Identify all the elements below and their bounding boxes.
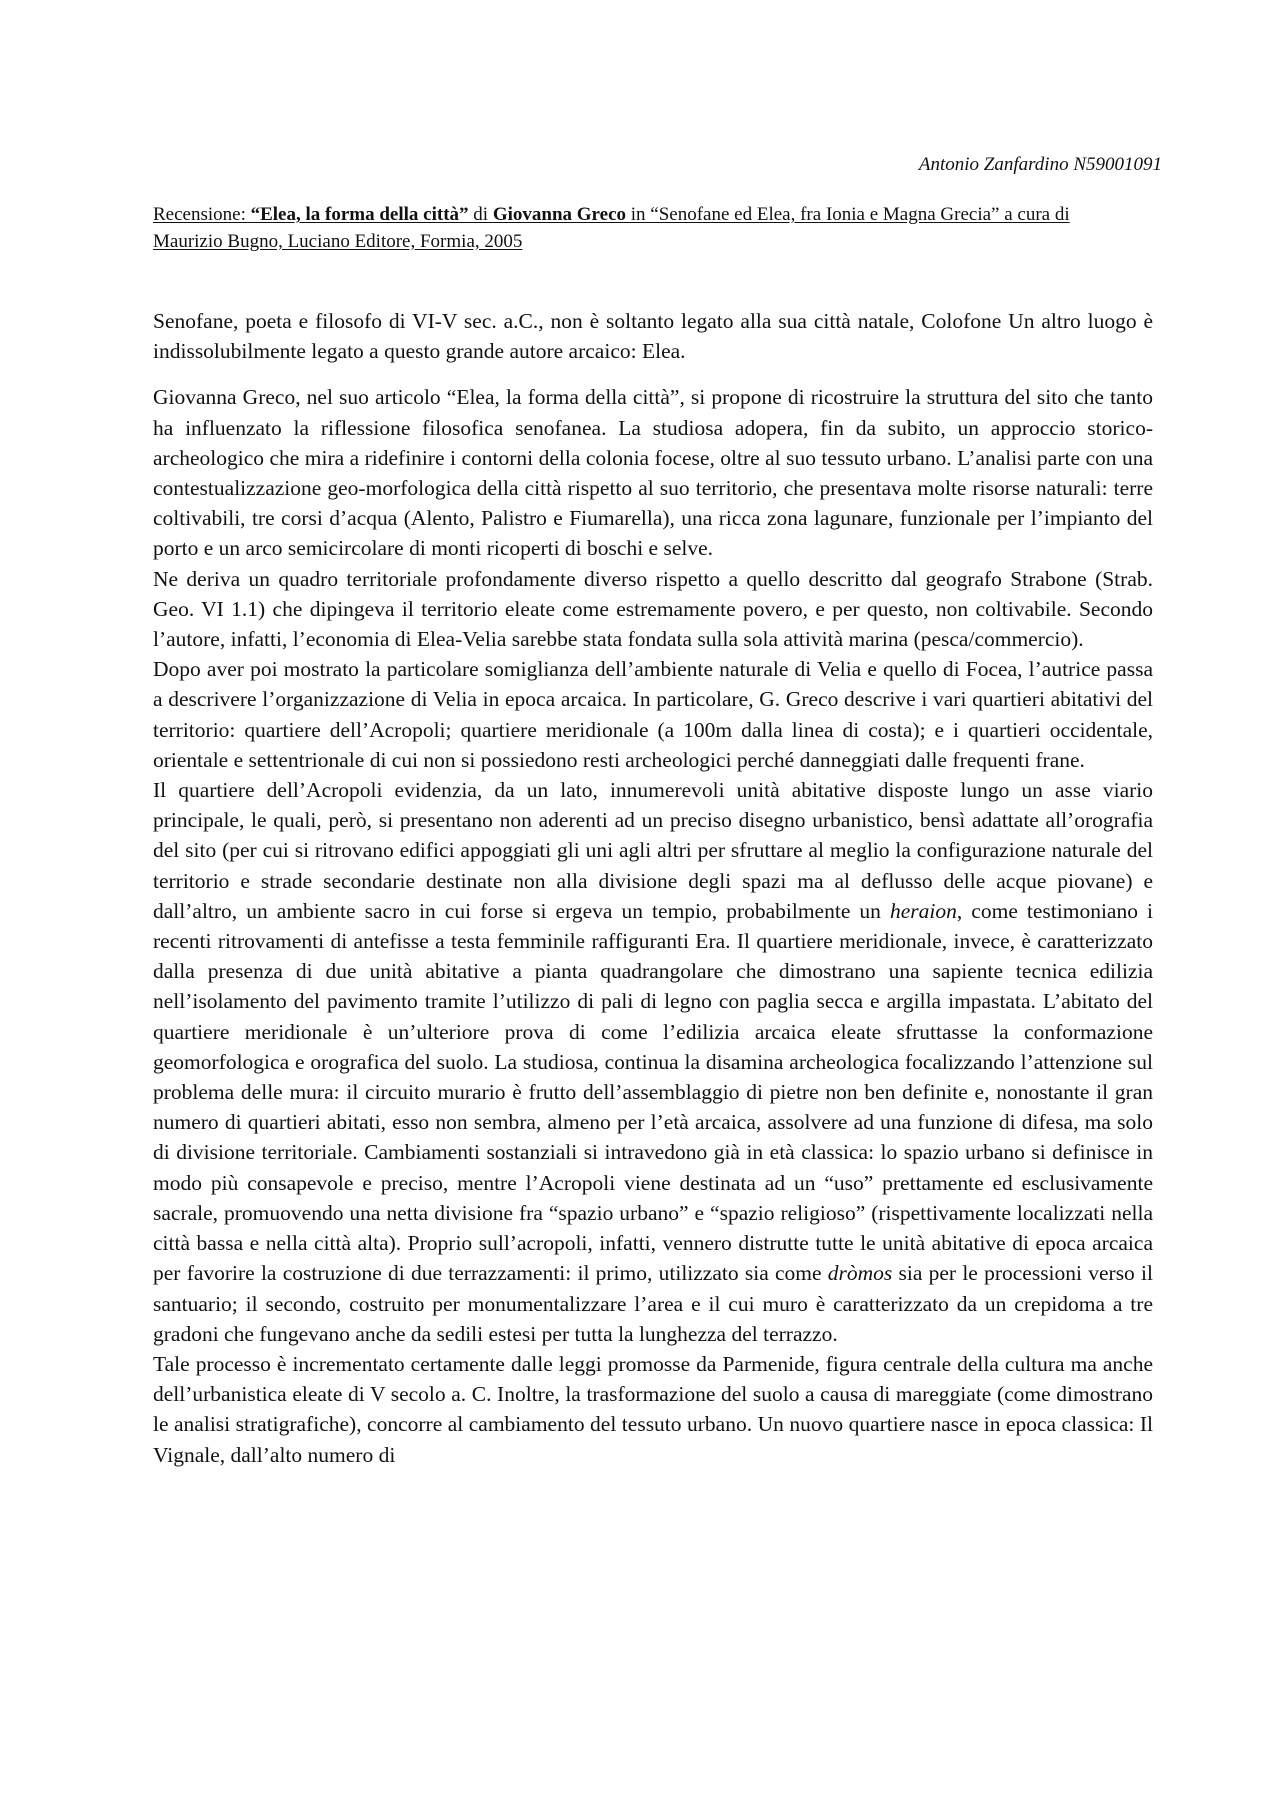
intro-paragraph: Senofane, poeta e filosofo di VI-V sec. a.C., non è soltanto legato alla sua città natale, Colofone Un altro luogo è indissolubilmente legato a questo grande autore arcaico: Elea. (153, 309, 1153, 364)
header-rest: in “Senofane ed Elea, fra Ionia e Magna Grecia” a cura di Maurizio Bugno, Luciano Editore, Formia, 2005 (153, 204, 1070, 252)
paragraph-4-part-a: Il quartiere dell’Acropoli evidenzia, da un lato, innumerevoli unità abitative disposte lungo un asse viario principale, le quali, però, si presentano non aderenti ad un preciso disegno urbanistico, bensì adattate all’orografia del sito (per cui si ritrovano edifici appoggiati gli uni agli altri per sfruttare al meglio la configurazione naturale del territorio e strade secondarie destinate non alla divisione degli spazi ma al deflusso delle acque piovane) e dall’altro, un ambiente sacro in cui forse si ergeva un tempio, probabilmente un (153, 778, 1153, 923)
paragraph-4 (153, 775, 1153, 1349)
header-title: “Elea, la forma della città” (250, 204, 469, 225)
paragraph-4-part-c: sia per le processioni verso il santuario; il secondo, costruito per monumentalizzare l’area e il cui muro è caratterizzato da un crepidoma a tre gradoni che fungevano anche da sedili estesi per tutta la lunghezza del terrazzo. (153, 1261, 1153, 1346)
paragraph-4-dromos: dròmos (827, 1261, 893, 1286)
paragraph-2: Ne deriva un quadro territoriale profondamente diverso rispetto a quello descritto dal geografo Strabone (Strab. Geo. VI 1.1) che dipingeva il territorio eleate come estremamente povero, e per questo, non coltivabile. Secondo l’autore, infatti, l’economia di Elea-Velia sarebbe stata fondata sulla sola attività marina (pesca/commercio). (153, 566, 1153, 652)
author-line: Antonio Zanfardino N59001091 (918, 154, 1162, 175)
header-prefix: Recensione: (153, 204, 251, 225)
paragraph-1: Giovanna Greco, nel suo articolo “Elea, la forma della città”, si propone di ricostruire la struttura del sito che tanto ha influenzato la riflessione filosofica senofanea. La studiosa adopera, fin da subito, un approccio storico-archeologico che mira a ridefinire i contorni della colonia focese, oltre al suo tessuto urbano. L’analisi parte con una contestualizzazione geo-morfologica della città rispetto al suo territorio, che presentava molte risorse naturali: terre coltivabili, tre corsi d’acqua (Alento, Palistro e Fiumarella), una ricca zona lagunare, funzionale per l’impianto del porto e un arco semicircolare di monti ricoperti di boschi e selve. (153, 385, 1153, 561)
paragraph-4-part-b: , come testimoniano i recenti ritrovamenti di antefisse a testa femminile raffiguranti Era. Il quartiere meridionale, invece, è caratterizzato dalla presenza di due unità abitative a pianta quadrangolare che dimostrano una sapiente tecnica edilizia nell’isolamento del pavimento tramite l’utilizzo di pali di legno con paglia secca e argilla impastata. L’abitato del quartiere meridionale è un’ulteriore prova di come l’edilizia arcaica eleate sfruttasse la conformazione geomorfologica e orografica del suolo. La studiosa, continua la disamina archeologica focalizzando l’attenzione sul problema delle mura: il circuito murario è frutto dell’assemblaggio di pietre non ben definite e, nonostante il gran numero di quartieri abitati, esso non sembra, almeno per l’età arcaica, assolvere ad una funzione di difesa, ma solo di divisione territoriale. Cambiamenti sostanziali si intravedono già in età classica: lo spazio urbano si definisce in modo più consapevole e preciso, mentre l’Acropoli viene destinata ad un “uso” prettamente ed esclusivamente sacrale, promuovendo una netta divisione fra “spazio urbano” e “spazio religioso” (rispettivamente localizzati nella città bassa e nella città alta). Proprio sull’acropoli, infatti, vennero distrutte tutte le unità abitative di epoca arcaica per favorire la costruzione di due terrazzamenti: il primo, utilizzato sia come (153, 898, 1154, 1286)
header-mid: di (468, 204, 493, 225)
paragraph-3: Dopo aver poi mostrato la particolare somiglianza dell’ambiente naturale di Velia e quello di Focea, l’autrice passa a descrivere l’organizzazione di Velia in epoca arcaica. In particolare, G. Greco descrive i vari quartieri abitativi del territorio: quartiere dell’Acropoli; quartiere meridionale (a 100m dalla linea di costa); e i quartieri occidentale, orientale e settentrionale di cui non si possiedono resti archeologici perché danneggiati dalle frequenti frane. (153, 657, 1153, 772)
review-header (153, 201, 1113, 255)
paragraph-5: Tale processo è incrementato certamente dalle leggi promosse da Parmenide, figura centrale della cultura ma anche dell’urbanistica eleate di V secolo a. C. Inoltre, la trasformazione del suolo a causa di mareggiate (come dimostrano le analisi stratigrafiche), concorre al cambiamento del tessuto urbano. Un nuovo quartiere nasce in epoca classica: Il Vignale, dall’alto numero di (153, 1351, 1153, 1467)
paragraph-4-heraion: heraion (889, 898, 957, 923)
document-body (153, 306, 1153, 1470)
header-author: Giovanna Greco (492, 204, 627, 225)
